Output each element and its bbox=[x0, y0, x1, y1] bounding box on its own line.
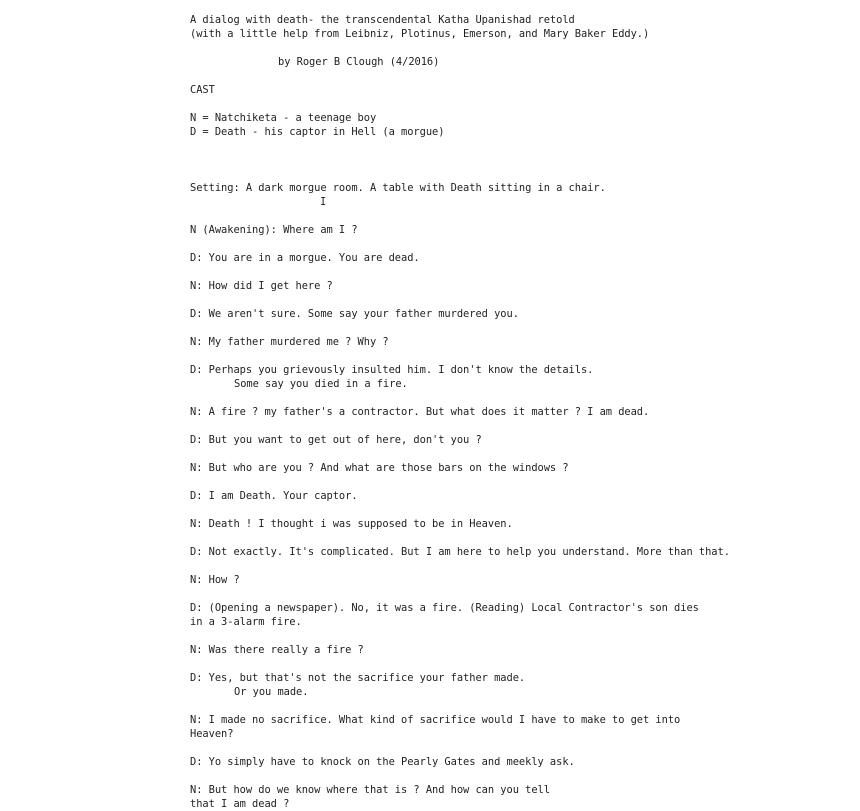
blank-line bbox=[190, 167, 850, 181]
dialog-line: N: A fire ? my father's a contractor. But what does it matter ? I am dead. bbox=[190, 406, 650, 418]
dialog-line: D: But you want to get out of here, don't you ? bbox=[190, 434, 482, 446]
blank-line bbox=[190, 475, 850, 489]
dialog-line: N: I made no sacrifice. What kind of sacrifice would I have to make to get into bbox=[190, 714, 681, 726]
blank-line bbox=[190, 699, 850, 713]
text-cursor-mark: I bbox=[320, 196, 327, 208]
blank-line bbox=[190, 293, 850, 307]
dialog-line: D: Perhaps you grievously insulted him. I don't know the details. bbox=[190, 364, 594, 376]
dialog-line: D: Yo simply have to knock on the Pearly Gates and meekly ask. bbox=[190, 756, 575, 768]
blank-line bbox=[190, 559, 850, 573]
blank-line bbox=[190, 265, 850, 279]
blank-line bbox=[190, 69, 850, 83]
dialog-line: N: But who are you ? And what are those bars on the windows ? bbox=[190, 462, 569, 474]
blank-line bbox=[190, 447, 850, 461]
dialog-line-continued: Some say you died in a fire. bbox=[234, 378, 408, 390]
dialog-line: D: You are in a morgue. You are dead. bbox=[190, 252, 420, 264]
title-line-1: A dialog with death- the transcendental Katha Upanishad retold bbox=[190, 14, 575, 26]
dialog-line-continued: Or you made. bbox=[234, 686, 309, 698]
setting-line: Setting: A dark morgue room. A table with Death sitting in a chair. bbox=[190, 182, 606, 194]
dialog-line: N: But how do we know where that is ? And how can you tell bbox=[190, 784, 550, 796]
blank-line bbox=[190, 587, 850, 601]
dialog-line: D: I am Death. Your captor. bbox=[190, 490, 358, 502]
blank-line bbox=[190, 419, 850, 433]
dialog-line-continued: in a 3-alarm fire. bbox=[190, 616, 302, 628]
dialog-line: D: Yes, but that's not the sacrifice your father made. bbox=[190, 672, 526, 684]
document-page bbox=[190, 13, 850, 811]
dialog-line: N: How did I get here ? bbox=[190, 280, 333, 292]
cast-entry-n: N = Natchiketa - a teenage boy bbox=[190, 112, 377, 124]
dialog-line: N: How ? bbox=[190, 574, 240, 586]
dialog-line: D: Not exactly. It's complicated. But I am here to help you understand. More than that. bbox=[190, 546, 730, 558]
blank-line bbox=[190, 321, 850, 335]
dialog-line: N: Death ! I thought i was supposed to be in Heaven. bbox=[190, 518, 513, 530]
blank-line bbox=[190, 97, 850, 111]
blank-line bbox=[190, 531, 850, 545]
dialog-line: D: (Opening a newspaper). No, it was a fire. (Reading) Local Contractor's son dies bbox=[190, 602, 699, 614]
cast-heading: CAST bbox=[190, 84, 215, 96]
blank-line bbox=[190, 209, 850, 223]
blank-line bbox=[190, 769, 850, 783]
cast-entry-d: D = Death - his captor in Hell (a morgue) bbox=[190, 126, 445, 138]
dialog-line: D: We aren't sure. Some say your father murdered you. bbox=[190, 308, 519, 320]
blank-line bbox=[190, 349, 850, 363]
title-line-2: (with a little help from Leibniz, Plotinus, Emerson, and Mary Baker Eddy.) bbox=[190, 28, 650, 40]
blank-line bbox=[190, 741, 850, 755]
blank-line bbox=[190, 391, 850, 405]
blank-line bbox=[190, 153, 850, 167]
dialog-line: N: My father murdered me ? Why ? bbox=[190, 336, 389, 348]
dialog-line: N (Awakening): Where am I ? bbox=[190, 224, 358, 236]
blank-line bbox=[190, 237, 850, 251]
byline: by Roger B Clough (4/2016) bbox=[278, 56, 440, 68]
dialog-line: N: Was there really a fire ? bbox=[190, 644, 364, 656]
blank-line bbox=[190, 629, 850, 643]
dialog-line-continued: that I am dead ? bbox=[190, 798, 290, 810]
dialog-line-continued: Heaven? bbox=[190, 728, 234, 740]
blank-line bbox=[190, 657, 850, 671]
blank-line bbox=[190, 139, 850, 153]
blank-line bbox=[190, 41, 850, 55]
blank-line bbox=[190, 503, 850, 517]
